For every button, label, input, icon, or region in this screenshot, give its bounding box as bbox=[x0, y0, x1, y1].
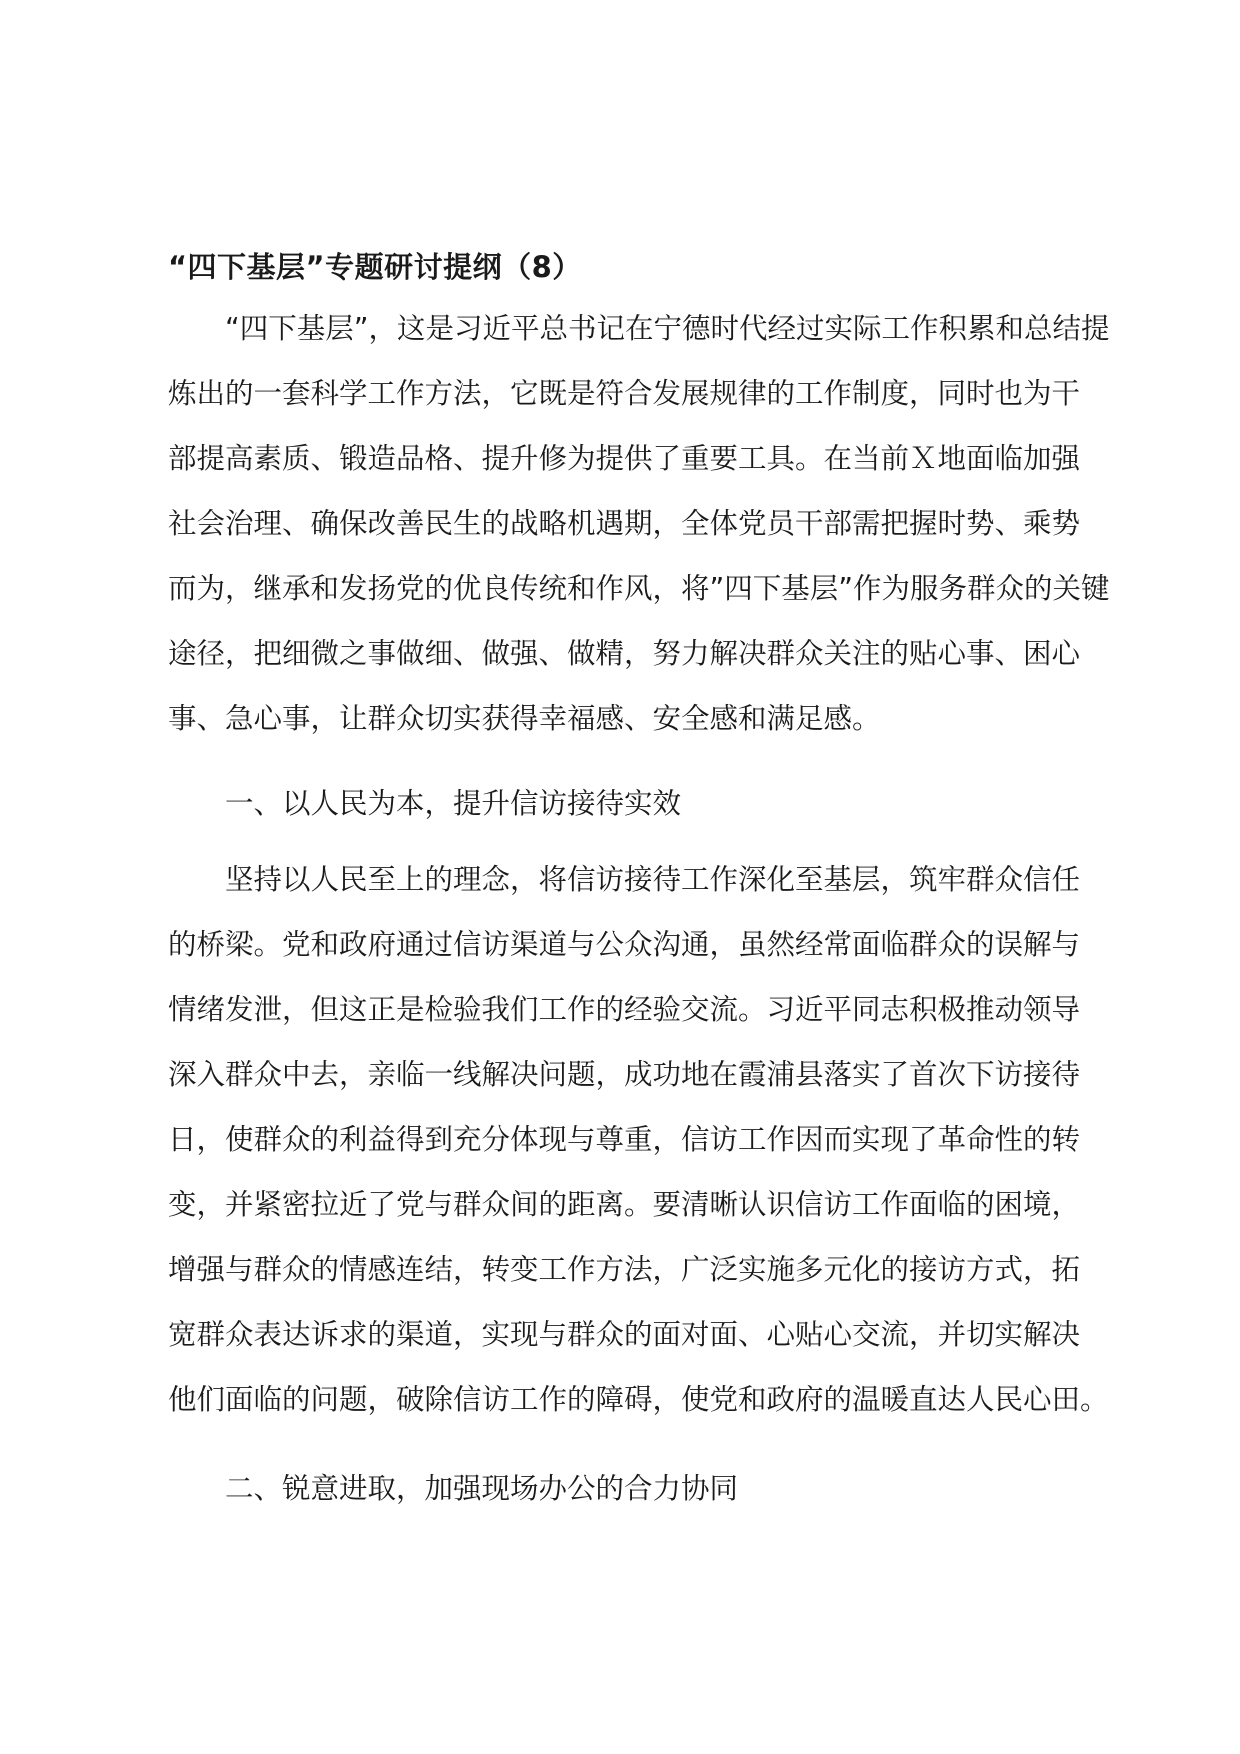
section-heading bbox=[168, 1456, 738, 1521]
text-line: 宽群众表达诉求的渠道，实现与群众的面对面、心贴心交流，并切实解决 bbox=[168, 1318, 1081, 1351]
text-line: 深入群众中去，亲临一线解决问题，成功地在霞浦县落实了首次下访接待 bbox=[168, 1058, 1081, 1091]
section-heading bbox=[168, 771, 681, 836]
text-line: 的桥梁。党和政府通过信访渠道与公众沟通，虽然经常面临群众的误解与 bbox=[168, 928, 1081, 961]
text-line: 情绪发泄，但这正是检验我们工作的经验交流。习近平同志积极推动领导 bbox=[168, 993, 1081, 1026]
text-line: “四下基层”，这是习近平总书记在宁德时代经过实际工作积累和总结提 bbox=[225, 312, 1110, 345]
text-line: 社会治理、确保改善民生的战略机遇期，全体党员干部需把握时势、乘势 bbox=[168, 507, 1081, 540]
text-line: 增强与群众的情感连结，转变工作方法，广泛实施多元化的接访方式，拓 bbox=[168, 1253, 1081, 1286]
text-line: 他们面临的问题，破除信访工作的障碍，使党和政府的温暖直达人民心田。 bbox=[168, 1383, 1109, 1416]
text-line: 事、急心事，让群众切实获得幸福感、安全感和满足感。 bbox=[168, 702, 881, 735]
section-heading-text: 一、以人民为本，提升信访接待实效 bbox=[225, 787, 682, 820]
text-line: 部提高素质、锻造品格、提升修为提供了重要工具。在当前Ｘ地面临加强 bbox=[168, 442, 1081, 475]
text-line: 炼出的一套科学工作方法，它既是符合发展规律的工作制度，同时也为干 bbox=[168, 377, 1081, 410]
text-line: 日，使群众的利益得到充分体现与尊重，信访工作因而实现了革命性的转 bbox=[168, 1123, 1081, 1156]
section-heading-text: 二、锐意进取，加强现场办公的合力协同 bbox=[225, 1472, 739, 1505]
text-line: 坚持以人民至上的理念，将信访接待工作深化至基层，筑牢群众信任 bbox=[225, 863, 1081, 896]
section-paragraph bbox=[168, 847, 1109, 1432]
text-line: 途径，把细微之事做细、做强、做精，努力解决群众关注的贴心事、困心 bbox=[168, 637, 1081, 670]
intro-paragraph bbox=[168, 296, 1110, 751]
document-title: “四下基层”专题研讨提纲（8） bbox=[168, 250, 582, 284]
text-line: 而为，继承和发扬党的优良传统和作风，将”四下基层”作为服务群众的关键 bbox=[168, 572, 1110, 605]
text-line: 变，并紧密拉近了党与群众间的距离。要清晰认识信访工作面临的困境， bbox=[168, 1188, 1081, 1221]
